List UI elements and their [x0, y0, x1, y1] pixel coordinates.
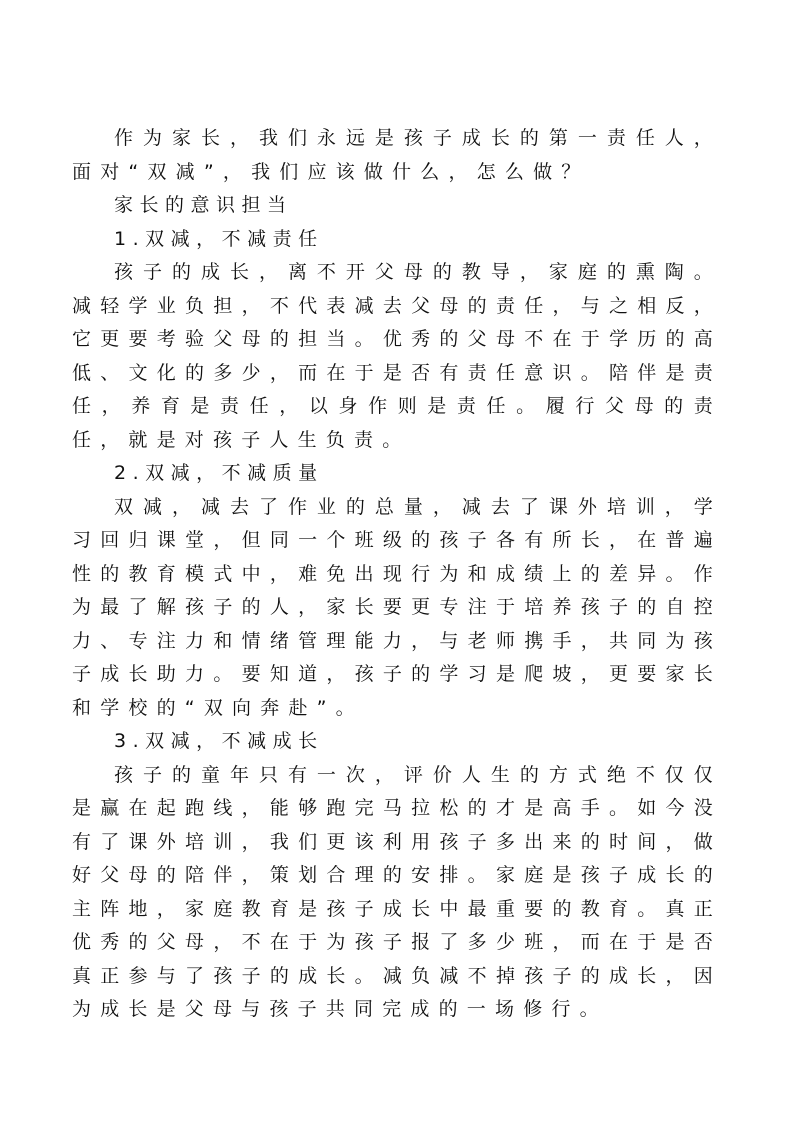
document-body	[72, 122, 722, 1027]
paragraph-growth: 孩子的童年只有一次，评价人生的方式绝不仅仅是赢在起跑线，能够跑完马拉松的才是高手。如今没有了课外培训，我们更该利用孩子多出来的时间，做好父母的陪伴，策划合理的安排。家庭是孩子成长的主阵地，家庭教育是孩子成长中最重要的教育。真正优秀的父母，不在于为孩子报了多少班，而在于是否真正参与了孩子的成长。减负减不掉孩子的成长，因为成长是父母与孩子共同完成的一场修行。	[72, 763, 722, 1020]
subheading-quality: 2.双减，不减质量	[114, 462, 324, 484]
subheading-growth: 3.双减，不减成长	[114, 730, 324, 752]
paragraph-quality: 双减，减去了作业的总量，减去了课外培训，学习回归课堂，但同一个班级的孩子各有所长，在普遍性的教育模式中，难免出现行为和成绩上的差异。作为最了解孩子的人，家长要更专注于培养孩子的自控力、专注力和情绪管理能力，与老师携手，共同为孩子成长助力。要知道，孩子的学习是爬坡，更要家长和学校的“双向奔赴”。	[72, 495, 722, 719]
subheading-responsibility: 1.双减，不减责任	[114, 227, 324, 250]
intro-paragraph: 作为家长，我们永远是孩子成长的第一责任人，面对“双减”，我们应该做什么，怎么做？	[72, 127, 722, 183]
section-title: 家长的意识担当	[114, 194, 293, 216]
paragraph-responsibility: 孩子的成长，离不开父母的教导，家庭的熏陶。减轻学业负担，不代表减去父母的责任，与之相反，它更要考验父母的担当。优秀的父母不在于学历的高低、文化的多少，而在于是否有责任意识。陪伴是责任，养育是责任，以身作则是责任。履行父母的责任，就是对孩子人生负责。	[72, 261, 722, 451]
